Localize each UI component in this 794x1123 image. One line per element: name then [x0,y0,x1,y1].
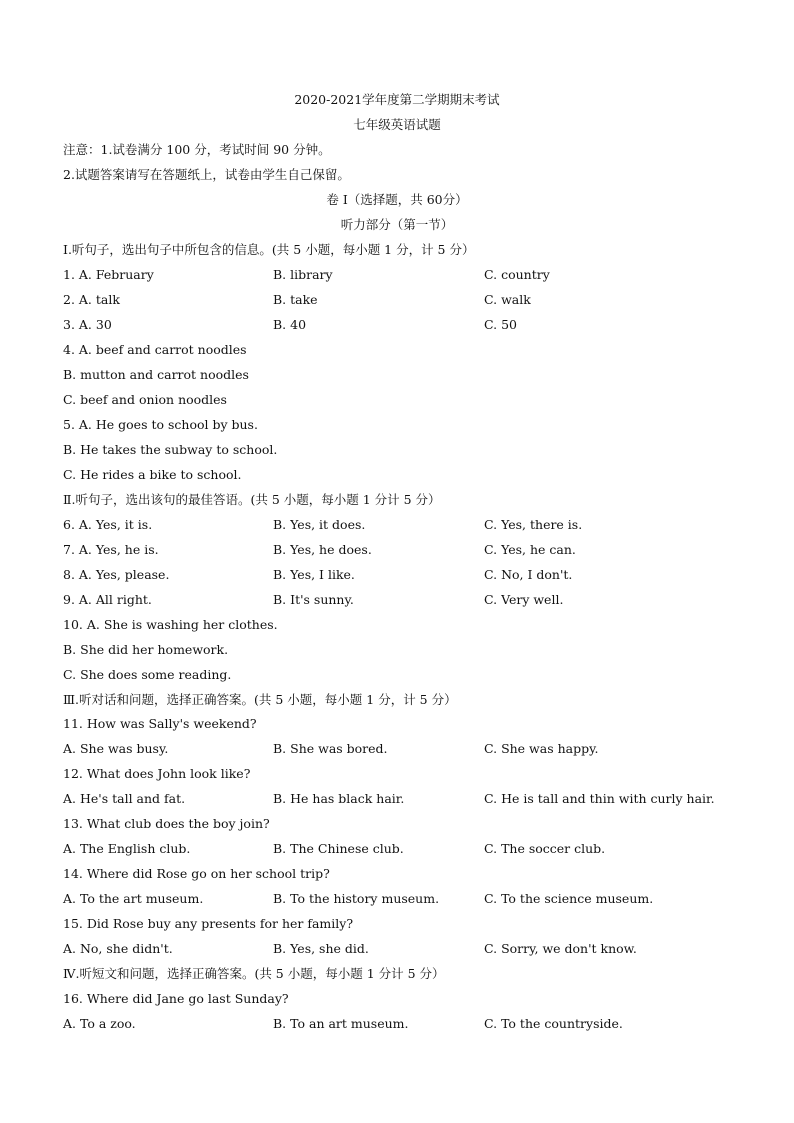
option-a: 1. A. February [63,267,154,282]
question-10-b [0,640,794,660]
question-4-c [0,390,794,410]
option-a: 3. A. 30 [63,317,112,332]
option-a: A. No, she didn't. [63,941,173,956]
option-c: C. To the countryside. [484,1016,623,1031]
option-a: 9. A. All right. [63,592,152,607]
question-text: 16. Where did Jane go last Sunday? [63,991,289,1006]
option-c: C. To the science museum. [484,891,654,906]
question-text: 15. Did Rose buy any presents for her family? [63,916,354,931]
option-a: A. To the art museum. [63,891,204,906]
question-8 [0,565,794,585]
question-text: 13. What club does the boy join? [63,816,270,831]
option-a: 4. A. beef and carrot noodles [63,342,247,357]
listening-heading: 听力部分（第一节） [340,217,454,232]
question-5-b [0,440,794,460]
section-1-heading: Ⅰ.听句子，选出句子中所包含的信息。(共 5 小题，每小题 1 分，计 5 分） [63,242,475,257]
note-line-1 [0,140,794,160]
option-a: 7. A. Yes, he is. [63,542,159,557]
option-c: C. No, I don't. [484,567,573,582]
option-b: B. She was bored. [273,741,388,756]
question-16-options [0,1014,794,1034]
option-b: B. 40 [273,317,307,332]
section-3-heading-line [0,690,794,710]
question-6 [0,515,794,535]
note-line-2 [0,165,794,185]
option-b: B. To an art museum. [273,1016,409,1031]
option-a: 10. A. She is washing her clothes. [63,617,278,632]
option-a: A. To a zoo. [63,1016,136,1031]
option-c: C. beef and onion noodles [63,392,227,407]
question-10-a [0,615,794,635]
question-12-options [0,789,794,809]
section-3-heading: Ⅲ.听对话和问题，选择正确答案。(共 5 小题，每小题 1 分，计 5 分） [63,692,457,707]
question-4-b [0,365,794,385]
question-12 [0,764,794,784]
option-c: C. Yes, there is. [484,517,583,532]
option-b: B. take [273,292,318,307]
question-11 [0,714,794,734]
question-15-options [0,939,794,959]
question-5-a [0,415,794,435]
question-2 [0,290,794,310]
question-13 [0,814,794,834]
question-text: 11. How was Sally's weekend? [63,716,257,731]
section-1-heading-line [0,240,794,260]
question-11-options [0,739,794,759]
question-3 [0,315,794,335]
volume-heading: 卷 I（选择题，共 60分） [326,192,468,207]
section-4-heading-line [0,964,794,984]
option-c: C. Very well. [484,592,564,607]
option-b: B. The Chinese club. [273,841,404,856]
section-2-heading-line [0,490,794,510]
question-text: 12. What does John look like? [63,766,251,781]
option-a: 6. A. Yes, it is. [63,517,153,532]
option-b: B. mutton and carrot noodles [63,367,249,382]
question-7 [0,540,794,560]
note-1: 注意：1.试卷满分 100 分，考试时间 90 分钟。 [63,142,331,157]
question-15 [0,914,794,934]
option-c: C. She does some reading. [63,667,232,682]
option-b: B. library [273,267,333,282]
exam-title: 2020-2021学年度第二学期期末考试 [294,92,500,107]
option-b: B. Yes, she did. [273,941,369,956]
exam-subtitle: 七年级英语试题 [353,117,441,132]
option-c: C. country [484,267,550,282]
option-b: B. To the history museum. [273,891,440,906]
option-c: C. 50 [484,317,517,332]
option-b: B. Yes, I like. [273,567,355,582]
option-a: A. She was busy. [63,741,169,756]
question-9 [0,590,794,610]
question-16 [0,989,794,1009]
option-a: 8. A. Yes, please. [63,567,170,582]
option-a: A. He's tall and fat. [63,791,186,806]
option-b: B. Yes, he does. [273,542,372,557]
option-c: C. Yes, he can. [484,542,576,557]
question-1 [0,265,794,285]
option-a: 5. A. He goes to school by bus. [63,417,258,432]
question-text: 14. Where did Rose go on her school trip? [63,866,330,881]
note-2: 2.试题答案请写在答题纸上，试卷由学生自己保留。 [63,167,350,182]
option-c: C. walk [484,292,531,307]
option-b: B. It's sunny. [273,592,354,607]
option-a: A. The English club. [63,841,191,856]
option-a: 2. A. talk [63,292,120,307]
question-5-c [0,465,794,485]
section-4-heading: Ⅳ.听短文和问题，选择正确答案。(共 5 小题，每小题 1 分计 5 分） [63,966,445,981]
question-14 [0,864,794,884]
option-c: C. She was happy. [484,741,599,756]
question-13-options [0,839,794,859]
option-c: C. The soccer club. [484,841,606,856]
question-14-options [0,889,794,909]
option-b: B. He has black hair. [273,791,405,806]
option-b: B. He takes the subway to school. [63,442,278,457]
option-b: B. She did her homework. [63,642,229,657]
question-10-c [0,665,794,685]
option-c: C. He rides a bike to school. [63,467,242,482]
question-4-a [0,340,794,360]
option-c: C. Sorry, we don't know. [484,941,637,956]
option-c: C. He is tall and thin with curly hair. [484,791,715,806]
option-b: B. Yes, it does. [273,517,366,532]
section-2-heading: Ⅱ.听句子，选出该句的最佳答语。(共 5 小题，每小题 1 分计 5 分） [63,492,441,507]
